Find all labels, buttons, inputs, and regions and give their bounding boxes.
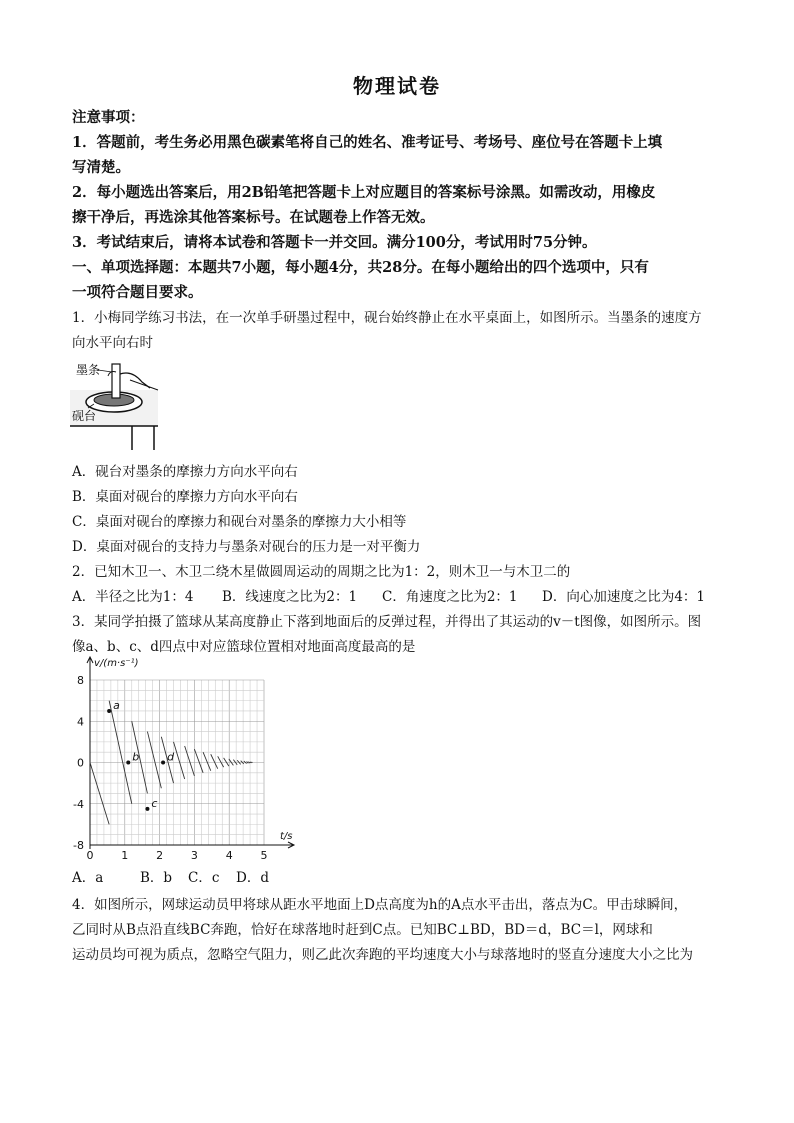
q2-option: B．线速度之比为2：1	[222, 589, 358, 605]
figure-label-ink-stick: 墨条	[76, 363, 101, 377]
data-point-d	[161, 761, 165, 765]
q1-stem-cont: 向水平向右时	[72, 335, 153, 351]
notice-item: 擦干净后，再选涂其他答案标号。在试题卷上作答无效。	[72, 209, 435, 226]
q3-option: D．d	[236, 870, 269, 886]
x-tick-label: 3	[190, 849, 198, 862]
data-point-label: c	[151, 796, 158, 810]
series-segment	[211, 754, 218, 768]
notice-item: 2．每小题选出答案后，用2B铅笔把答题卡上对应题目的答案标号涂黑。如需改动，用橡皮	[72, 184, 656, 201]
data-point-label: a	[113, 698, 120, 712]
q2-option: C．角速度之比为2：1	[382, 589, 518, 605]
data-point-label: d	[167, 750, 175, 764]
q3-stem: 3．某同学拍摄了篮球从某高度静止下落到地面后的反弹过程，并得出了其运动的v－t图像，如图所示。图	[72, 614, 702, 630]
series-segment	[174, 742, 185, 779]
y-tick-label: 4	[77, 715, 84, 729]
series-segment	[147, 732, 161, 789]
section-heading: 一、单项选择题：本题共7小题，每小题4分，共28分。在每小题给出的四个选项中，只有	[72, 259, 649, 276]
section-heading-cont: 一项符合题目要求。	[72, 284, 203, 301]
notice-item: 写清楚。	[72, 159, 130, 176]
data-point-c	[145, 807, 149, 811]
q2-option: D．向心加速度之比为4：1	[542, 589, 706, 605]
series-segment	[224, 758, 229, 766]
notice-heading: 注意事项：	[72, 109, 145, 126]
page-title: 物理试卷	[353, 74, 441, 98]
q3-option: C．c	[188, 870, 220, 886]
series-segment	[185, 746, 195, 776]
notice-item: 1．答题前，考生务必用黑色碳素笔将自己的姓名、准考证号、考场号、座位号在答题卡上填	[72, 134, 663, 151]
figure-label-inkstone: 砚台	[72, 409, 97, 423]
x-tick-label: 4	[225, 849, 233, 862]
series-segment	[218, 756, 224, 767]
q3-option: A．a	[72, 870, 104, 886]
x-tick-label: 5	[260, 849, 268, 862]
data-point-a	[107, 709, 111, 713]
series-segment	[233, 760, 237, 765]
notice-item: 3．考试结束后，请将本试卷和答题卡一并交回。满分100分，考试用时75分钟。	[72, 234, 597, 251]
x-tick-label: 2	[156, 849, 164, 862]
series-segment	[229, 759, 234, 765]
q4-stem-cont: 乙同时从B点沿直线BC奔跑，恰好在球落地时赶到C点。已知BC⊥BD，BD＝d，BC＝l，网球和	[72, 922, 653, 938]
q4-stem-cont: 运动员均可视为质点，忽略空气阻力，则乙此次奔跑的平均速度大小与球落地时的竖直分速度大小之比为	[72, 947, 693, 963]
y-tick-label: -8	[73, 839, 84, 852]
y-axis-label: v/(m·s⁻¹)	[94, 658, 139, 669]
series-segment	[194, 749, 203, 773]
q1-option: C．桌面对砚台的摩擦力和砚台对墨条的摩擦力大小相等	[72, 514, 407, 530]
series-segment	[247, 761, 249, 763]
y-tick-label: 0	[77, 756, 84, 770]
x-axis-label: t/s	[280, 831, 293, 842]
q3-option: B．b	[140, 870, 173, 886]
q1-option: D．桌面对砚台的支持力与墨条对砚台的压力是一对平衡力	[72, 539, 421, 555]
vt-chart	[66, 652, 302, 862]
q4-stem: 4．如图所示，网球运动员甲将球从距水平地面上D点高度为h的A点水平击出，落点为C。甲击球瞬间，	[72, 897, 688, 913]
y-tick-label: 8	[77, 674, 84, 687]
q2-option: A．半径之比为1：4	[72, 589, 194, 605]
q1-option: B．桌面对砚台的摩擦力方向水平向右	[72, 489, 298, 505]
q2-stem: 2．已知木卫一、木卫二绕木星做圆周运动的周期之比为1：2，则木卫一与木卫二的	[72, 564, 571, 580]
q3-stem-cont: 像a、b、c、d四点中对应篮球位置相对地面高度最高的是	[72, 639, 416, 655]
y-tick-label: -4	[73, 797, 84, 811]
x-tick-label: 1	[121, 849, 129, 862]
q1-option: A．砚台对墨条的摩擦力方向水平向右	[72, 464, 298, 480]
series-segment	[203, 752, 211, 771]
data-point-label: b	[132, 750, 140, 764]
inkstone-figure	[70, 356, 162, 452]
x-tick-label: 0	[86, 849, 94, 862]
q1-stem: 1．小梅同学练习书法，在一次单手研墨过程中，砚台始终静止在水平桌面上，如图所示。当墨条的速度方	[72, 310, 702, 326]
data-point-b	[126, 761, 130, 765]
ink-stick	[112, 364, 120, 398]
